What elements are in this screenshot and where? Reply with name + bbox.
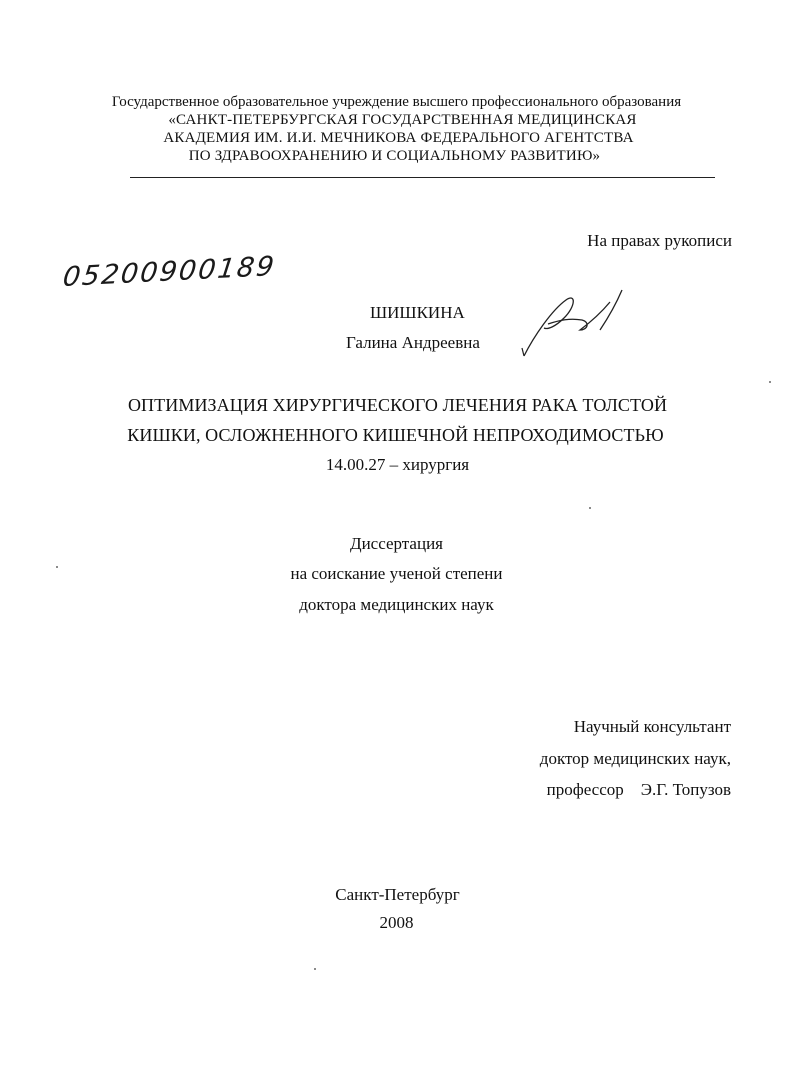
specialty: 14.00.27 – хирургия — [325, 455, 470, 474]
scan-speck — [314, 968, 316, 970]
scan-speck — [56, 566, 58, 568]
header-divider — [130, 177, 715, 178]
consultant-line-2: доктор медицинских наук, — [539, 749, 731, 768]
degree-line-1: Диссертация — [349, 534, 443, 553]
registry-number: 05200900189 — [61, 250, 278, 293]
institution-line-1: Государственное образовательное учреждение высшего профессионального образования — [111, 94, 682, 110]
institution-line-2: «САНКТ-ПЕТЕРБУРГСКАЯ ГОСУДАРСТВЕННАЯ МЕДИЦИНСКАЯ — [168, 112, 637, 128]
title-line-2: КИШКИ, ОСЛОЖНЕННОГО КИШЕЧНОЙ НЕПРОХОДИМОСТЬЮ — [127, 425, 664, 445]
degree-line-3: доктора медицинских наук — [299, 595, 494, 614]
author-given-names: Галина Андреевна — [346, 333, 480, 352]
author-surname: ШИШКИНА — [370, 303, 465, 322]
scan-speck — [769, 381, 771, 383]
city: Санкт-Петербург — [335, 885, 460, 904]
signature — [518, 284, 630, 360]
title-line-1: ОПТИМИЗАЦИЯ ХИРУРГИЧЕСКОГО ЛЕЧЕНИЯ РАКА ТОЛСТОЙ — [127, 395, 668, 415]
consultant-line-3: профессор Э.Г. Топузов — [546, 780, 731, 799]
institution-line-4: ПО ЗДРАВООХРАНЕНИЮ И СОЦИАЛЬНОМУ РАЗВИТИЮ» — [188, 148, 601, 164]
manuscript-note: На правах рукописи — [587, 231, 732, 250]
degree-line-2: на соискание ученой степени — [290, 564, 503, 583]
consultant-line-1: Научный консультант — [573, 717, 731, 736]
institution-line-3: АКАДЕМИЯ ИМ. И.И. МЕЧНИКОВА ФЕДЕРАЛЬНОГО АГЕНТСТВА — [163, 130, 634, 146]
year: 2008 — [379, 913, 414, 932]
scan-speck — [589, 507, 591, 509]
